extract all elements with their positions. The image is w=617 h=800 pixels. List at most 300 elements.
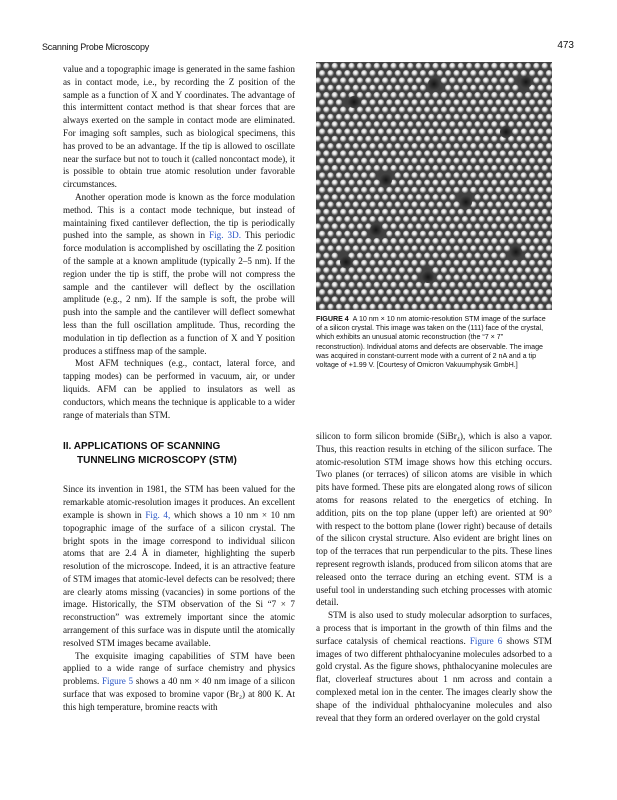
atom-dot [416,282,423,289]
atom-dot [432,296,439,303]
atom-dot [395,231,402,238]
atom-dot [369,274,376,281]
atom-dot [529,172,536,179]
atom-dot [521,128,528,135]
atom-dot [432,223,439,230]
atom-dot [474,194,481,201]
figure-caption-label: FIGURE 4 [316,315,349,323]
running-title: Scanning Probe Microscopy [42,42,150,52]
atom-dot [542,165,549,172]
atom-dot [420,158,427,165]
atom-dot [470,216,477,223]
atom-dot [546,99,552,106]
atom-dot [348,267,355,274]
atom-dot [319,143,326,150]
atom-dot [487,143,494,150]
atom-dot [537,70,544,77]
atom-dot [495,114,502,121]
atom-dot [411,143,418,150]
atom-dot [336,158,343,165]
atom-dot [428,201,435,208]
atom-dot [458,267,465,274]
atom-dot [449,296,456,303]
atom-dot [390,165,397,172]
atom-dot [361,114,368,121]
atom-dot [411,289,418,296]
atom-dot [474,121,481,128]
atom-dot [327,245,334,252]
atom-dot [378,260,385,267]
atom-dot [504,260,511,267]
atom-dot [470,245,477,252]
atom-dot [529,128,536,135]
atom-dot [357,180,364,187]
atom-dot [437,245,444,252]
atom-dot [441,136,448,143]
atom-dot [353,128,360,135]
atom-dot [508,296,515,303]
atom-dot [319,158,326,165]
atom-dot [542,209,549,216]
atom-dot [420,172,427,179]
atom-dot [504,187,511,194]
atom-dot [411,114,418,121]
atom-dot [479,245,486,252]
figure-4-link[interactable]: Fig. 4, [145,509,171,520]
atom-dot [466,223,473,230]
atom-dot [327,201,334,208]
atom-dot [508,238,515,245]
atom-dot [504,231,511,238]
atom-dot [369,201,376,208]
atom-dot [395,70,402,77]
atom-dot [495,70,502,77]
atom-dot [542,107,549,114]
atom-dot [533,253,540,260]
atom-dot [332,282,339,289]
atom-dot [470,289,477,296]
atom-dot [369,114,376,121]
atom-dot [453,70,460,77]
atom-dot [365,267,372,274]
atom-dot [479,274,486,281]
atom-dot [504,274,511,281]
atom-dot [386,231,393,238]
atom-dot [344,172,351,179]
atom-dot [521,274,528,281]
atom-dot [529,274,536,281]
figure-caption [316,315,552,370]
atom-dot [365,121,372,128]
atom-dot [374,92,381,99]
atom-dot [420,187,427,194]
atom-dot [525,165,532,172]
atom-dot [512,114,519,121]
atom-dot [420,201,427,208]
atom-dot [390,107,397,114]
atom-dot [374,121,381,128]
atom-dot [542,180,549,187]
atom-dot [361,172,368,179]
atom-dot [483,150,490,157]
atom-dot [441,121,448,128]
atom-dot [403,187,410,194]
atom-dot [348,282,355,289]
atom-dot [378,114,385,121]
atom-dot [512,99,519,106]
atom-dot [504,99,511,106]
atom-dot [462,304,469,310]
atom-dot [470,187,477,194]
atom-dot [521,260,528,267]
atom-dot [319,128,326,135]
atom-dot [474,165,481,172]
atom-dot [508,63,515,70]
atom-dot [357,194,364,201]
atom-dot [474,296,481,303]
atom-dot [546,289,552,296]
atom-dot [470,158,477,165]
atom-dot [374,253,381,260]
atom-dot [462,143,469,150]
atom-dot [441,63,448,70]
paragraph-7 [316,609,552,724]
atom-dot [470,260,477,267]
atom-dot [374,63,381,70]
atom-dot [470,304,477,310]
atom-dot [525,194,532,201]
atom-dot [327,231,334,238]
atom-dot [516,194,523,201]
atom-dot [542,136,549,143]
atom-dot [521,187,528,194]
atom-dot [449,253,456,260]
atom-dot [357,136,364,143]
atom-dot [353,114,360,121]
atom-dot [395,187,402,194]
atom-dot [348,209,355,216]
atom-dot [441,282,448,289]
atom-dot [470,114,477,121]
atom-dot [483,92,490,99]
atom-dot [479,260,486,267]
atom-dot [411,245,418,252]
atom-dot [504,216,511,223]
atom-dot [378,158,385,165]
atom-dot [382,296,389,303]
atom-dot [508,282,515,289]
paragraph-7-text-b: shows STM images of two different phthalocyanine molecules adsorbed to a gold crystal. As the figure shows, phthalocyanine molecules are flat, cloverleaf structures about 1 nm across and contain a complexed metal ion in the center. The images clearly show the shape of the individual phthalocyanine molecules and also reveal that they form an ordered overlayer on the gold crystal [316,635,552,723]
atom-dot [479,289,486,296]
atom-dot [525,253,532,260]
atom-dot [470,172,477,179]
atom-dot [533,77,540,84]
atom-dot [516,209,523,216]
right-column [316,430,552,724]
atom-dot [340,150,347,157]
atom-dot [537,274,544,281]
atom-dot [491,180,498,187]
atom-dot [399,238,406,245]
atom-dot [512,70,519,77]
atom-dot [462,85,469,92]
vacancy-defect [422,271,434,283]
page-number: 473 [557,40,574,51]
atom-dot [420,143,427,150]
atom-dot [462,260,469,267]
atom-dot [424,121,431,128]
atom-dot [529,231,536,238]
atom-dot [407,121,414,128]
paragraph-1: value and a topographic image is generated in the same fashion as in contact mode, i.e., by recording the Z position of the sample as a function of X and Y coordinates. The advantage of this intermittent contact method is that shear forces that are always exerted on the sample in contact mode are eliminated. For imaging soft samples, such as biological specimens, this has proved to be an advantage. If the tip is allowed to oscillate near the surface but not to touch it (called noncontact mode), it is possible to obtain true atomic resolution under favorable circumstances. [63,64,295,190]
atom-dot [420,70,427,77]
atom-dot [491,223,498,230]
atom-dot [374,267,381,274]
atom-dot [336,201,343,208]
atom-dot [487,70,494,77]
atom-dot [470,128,477,135]
atom-dot [437,274,444,281]
atom-dot [487,201,494,208]
atom-dot [365,180,372,187]
atom-dot [512,260,519,267]
atom-dot [483,180,490,187]
atom-dot [420,260,427,267]
atom-dot [445,289,452,296]
atom-dot [546,201,552,208]
atom-dot [336,70,343,77]
atom-dot [332,136,339,143]
atom-dot [382,136,389,143]
atom-dot [407,238,414,245]
atom-dot [449,238,456,245]
atom-dot [424,92,431,99]
atom-dot [449,209,456,216]
atom-dot [403,158,410,165]
atom-dot [340,296,347,303]
atom-dot [395,128,402,135]
atom-dot [361,143,368,150]
vacancy-defect [370,224,382,236]
atom-dot [495,260,502,267]
atom-dot [424,150,431,157]
atom-dot [432,63,439,70]
atom-dot [327,187,334,194]
atom-dot [399,150,406,157]
atom-dot [420,85,427,92]
atom-dot [474,150,481,157]
atom-dot [521,158,528,165]
atom-dot [332,107,339,114]
atom-dot [386,201,393,208]
atom-dot [323,63,330,70]
figure-6-link[interactable]: Figure 6 [469,635,503,646]
atom-dot [365,165,372,172]
stm-image [316,62,552,310]
atom-dot [319,201,326,208]
atom-dot [369,99,376,106]
atom-dot [327,260,334,267]
atom-dot [537,304,544,310]
atom-dot [516,107,523,114]
atom-dot [319,260,326,267]
atom-dot [323,165,330,172]
atom-dot [378,304,385,310]
atom-dot [399,63,406,70]
atom-dot [491,92,498,99]
atom-dot [487,114,494,121]
atom-dot [437,99,444,106]
section-heading [63,440,295,468]
atom-dot [395,289,402,296]
atom-dot [537,114,544,121]
atom-dot [428,158,435,165]
atom-dot [529,114,536,121]
atom-dot [395,85,402,92]
atom-dot [382,267,389,274]
atom-dot [344,187,351,194]
atom-dot [500,267,507,274]
atom-dot [323,107,330,114]
atom-dot [495,172,502,179]
atom-dot [378,85,385,92]
atom-dot [500,296,507,303]
atom-dot [327,114,334,121]
atom-dot [453,187,460,194]
atom-dot [474,136,481,143]
atom-dot [546,260,552,267]
atom-dot [348,223,355,230]
atom-dot [487,85,494,92]
atom-dot [411,128,418,135]
atom-dot [416,180,423,187]
atom-dot [483,282,490,289]
atom-dot [537,99,544,106]
atom-dot [466,107,473,114]
atom-dot [437,128,444,135]
atom-dot [340,180,347,187]
atom-dot [420,216,427,223]
paragraph-5 [63,650,295,714]
atom-dot [483,253,490,260]
atom-dot [458,296,465,303]
atom-dot [365,194,372,201]
atom-dot [500,253,507,260]
atom-dot [332,180,339,187]
atom-dot [390,136,397,143]
atom-dot [348,63,355,70]
atom-dot [403,201,410,208]
atom-dot [474,209,481,216]
atom-dot [474,92,481,99]
atom-dot [546,128,552,135]
atom-dot [458,238,465,245]
atom-dot [353,172,360,179]
atom-dot [432,92,439,99]
atom-dot [491,77,498,84]
atom-dot [437,114,444,121]
atom-dot [495,274,502,281]
atom-dot [453,245,460,252]
atom-dot [483,136,490,143]
atom-dot [479,85,486,92]
atom-dot [449,77,456,84]
atom-dot [390,223,397,230]
atom-dot [491,194,498,201]
atom-dot [449,180,456,187]
atom-dot [319,85,326,92]
atom-dot [361,289,368,296]
atom-dot [529,245,536,252]
atom-dot [424,209,431,216]
atom-dot [537,143,544,150]
atom-dot [416,107,423,114]
atom-dot [390,238,397,245]
atom-dot [495,201,502,208]
atom-dot [483,267,490,274]
figure-5-link[interactable]: Figure 5 [101,676,134,687]
figure-3d-link[interactable]: Fig. 3D. [209,230,241,241]
atom-dot [462,289,469,296]
atom-dot [378,274,385,281]
atom-dot [453,114,460,121]
atom-dot [365,150,372,157]
atom-dot [533,136,540,143]
atom-dot [403,85,410,92]
atom-dot [365,253,372,260]
atom-dot [395,216,402,223]
atom-dot [445,304,452,310]
atom-dot [491,121,498,128]
atom-dot [487,99,494,106]
atom-dot [525,63,532,70]
atom-dot [340,282,347,289]
atom-dot [525,180,532,187]
atom-dot [512,85,519,92]
atom-dot [374,194,381,201]
atom-dot [479,231,486,238]
atom-dot [336,216,343,223]
atom-dot [407,282,414,289]
atom-dot [516,296,523,303]
atom-dot [474,107,481,114]
atom-dot [327,216,334,223]
atom-dot [542,77,549,84]
atom-dot [508,194,515,201]
atom-dot [546,187,552,194]
atom-dot [495,304,502,310]
atom-dot [487,274,494,281]
atom-dot [441,253,448,260]
atom-dot [479,187,486,194]
atom-dot [323,136,330,143]
atom-dot [353,231,360,238]
atom-dot [491,253,498,260]
atom-dot [369,289,376,296]
atom-dot [516,267,523,274]
atom-dot [542,194,549,201]
atom-dot [348,136,355,143]
atom-dot [500,209,507,216]
atom-dot [416,209,423,216]
atom-dot [369,70,376,77]
atom-dot [491,107,498,114]
atom-dot [525,209,532,216]
atom-dot [495,99,502,106]
atom-dot [382,107,389,114]
atom-dot [403,289,410,296]
atom-dot [344,70,351,77]
